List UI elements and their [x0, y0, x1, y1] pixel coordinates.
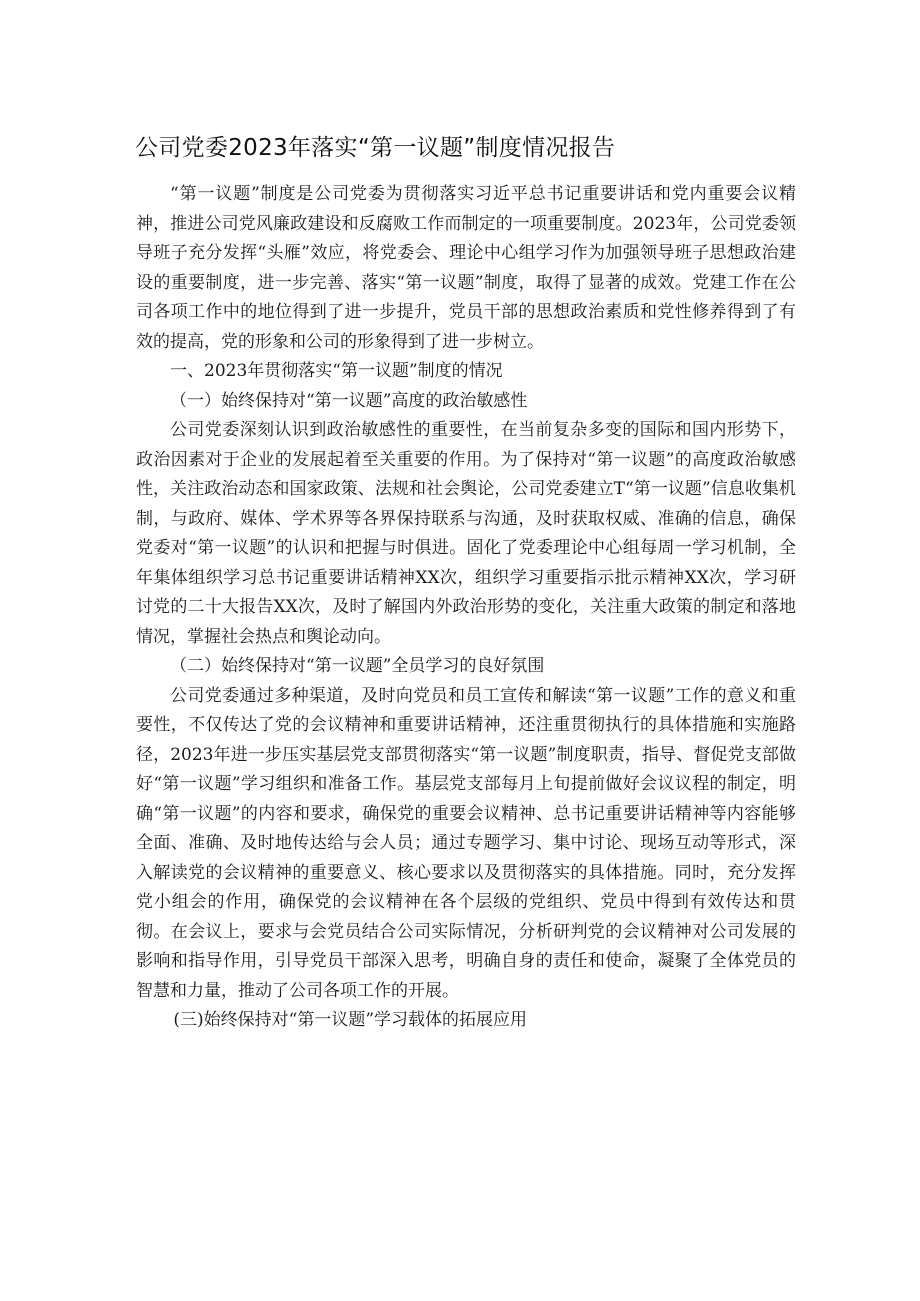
- document-title: 公司党委2023年落实“第一议题”制度情况报告: [135, 135, 616, 161]
- subsection-heading-1: （一）始终保持对“第一议题”高度的政治敏感性: [170, 390, 528, 411]
- subsection-2-paragraph: 公司党委通过多种渠道，及时向党员和员工宣传和解读“第一议题”工作的意义和重要性，不仅传达了党的会议精神和重要讲话精神，还注重贯彻执行的具体措施和实施路径，2023年进一步压实基层党支部贯彻落实“第一议题”制度职责，指导、督促党支部做好“第一议题”学习组织和准备工作。基层党支部每月上旬提前做好会议议程的制定，明确“第一议题”的内容和要求，确保党的重要会议精神、总书记重要讲话精神等内容能够全面、准确、及时地传达给与会人员；通过专题学习、集中讨论、现场互动等形式，深入解读党的会议精神的重要意义、核心要求以及贯彻落实的具体措施。同时，充分发挥党小组会的作用，确保党的会议精神在各个层级的党组织、党员中得到有效传达和贯彻。在会议上，要求与会党员结合公司实际情况，分析研判党的会议精神对公司发展的影响和指导作用，引导党员干部深入思考，明确自身的责任和使命，凝聚了全体党员的智慧和力量，推动了公司各项工作的开展。: [136, 685, 796, 1001]
- subsection-1-paragraph: 公司党委深刻认识到政治敏感性的重要性，在当前复杂多变的国际和国内形势下，政治因素对于企业的发展起着至关重要的作用。为了保持对“第一议题”的高度政治敏感性，关注政治动态和国家政策、法规和社会舆论，公司党委建立T“第一议题”信息收集机制，与政府、媒体、学术界等各界保持联系与沟通，及时获取权威、准确的信息，确保党委对“第一议题”的认识和把握与时俱进。固化了党委理论中心组每周一学习机制，全年集体组织学习总书记重要讲话精神XX次，组织学习重要指示批示精神XX次，学习研讨党的二十大报告XX次，及时了解国内外政治形势的变化，关注重大政策的制定和落地情况，掌握社会热点和舆论动向。: [136, 420, 796, 647]
- subsection-heading-3: (三)始终保持对“第一议题”学习载体的拓展应用: [173, 1010, 528, 1030]
- subsection-heading-2: （二）始终保持对“第一议题”全员学习的良好氛围: [170, 656, 545, 676]
- document-body: [136, 180, 796, 1036]
- section-heading-1: 一、2023年贯彻落实“第一议题”制度的情况: [170, 361, 503, 381]
- intro-paragraph: “第一议题”制度是公司党委为贯彻落实习近平总书记重要讲话和党内重要会议精神，推进公司党风廉政建设和反腐败工作而制定的一项重要制度。2023年，公司党委领导班子充分发挥“头雁”效应，将党委会、理论中心组学习作为加强领导班子思想政治建设的重要制度，进一步完善、落实“第一议题”制度，取得了显著的成效。党建工作在公司各项工作中的地位得到了进一步提升，党员干部的思想政治素质和党性修养得到了有效的提高，党的形象和公司的形象得到了进一步树立。: [136, 184, 796, 352]
